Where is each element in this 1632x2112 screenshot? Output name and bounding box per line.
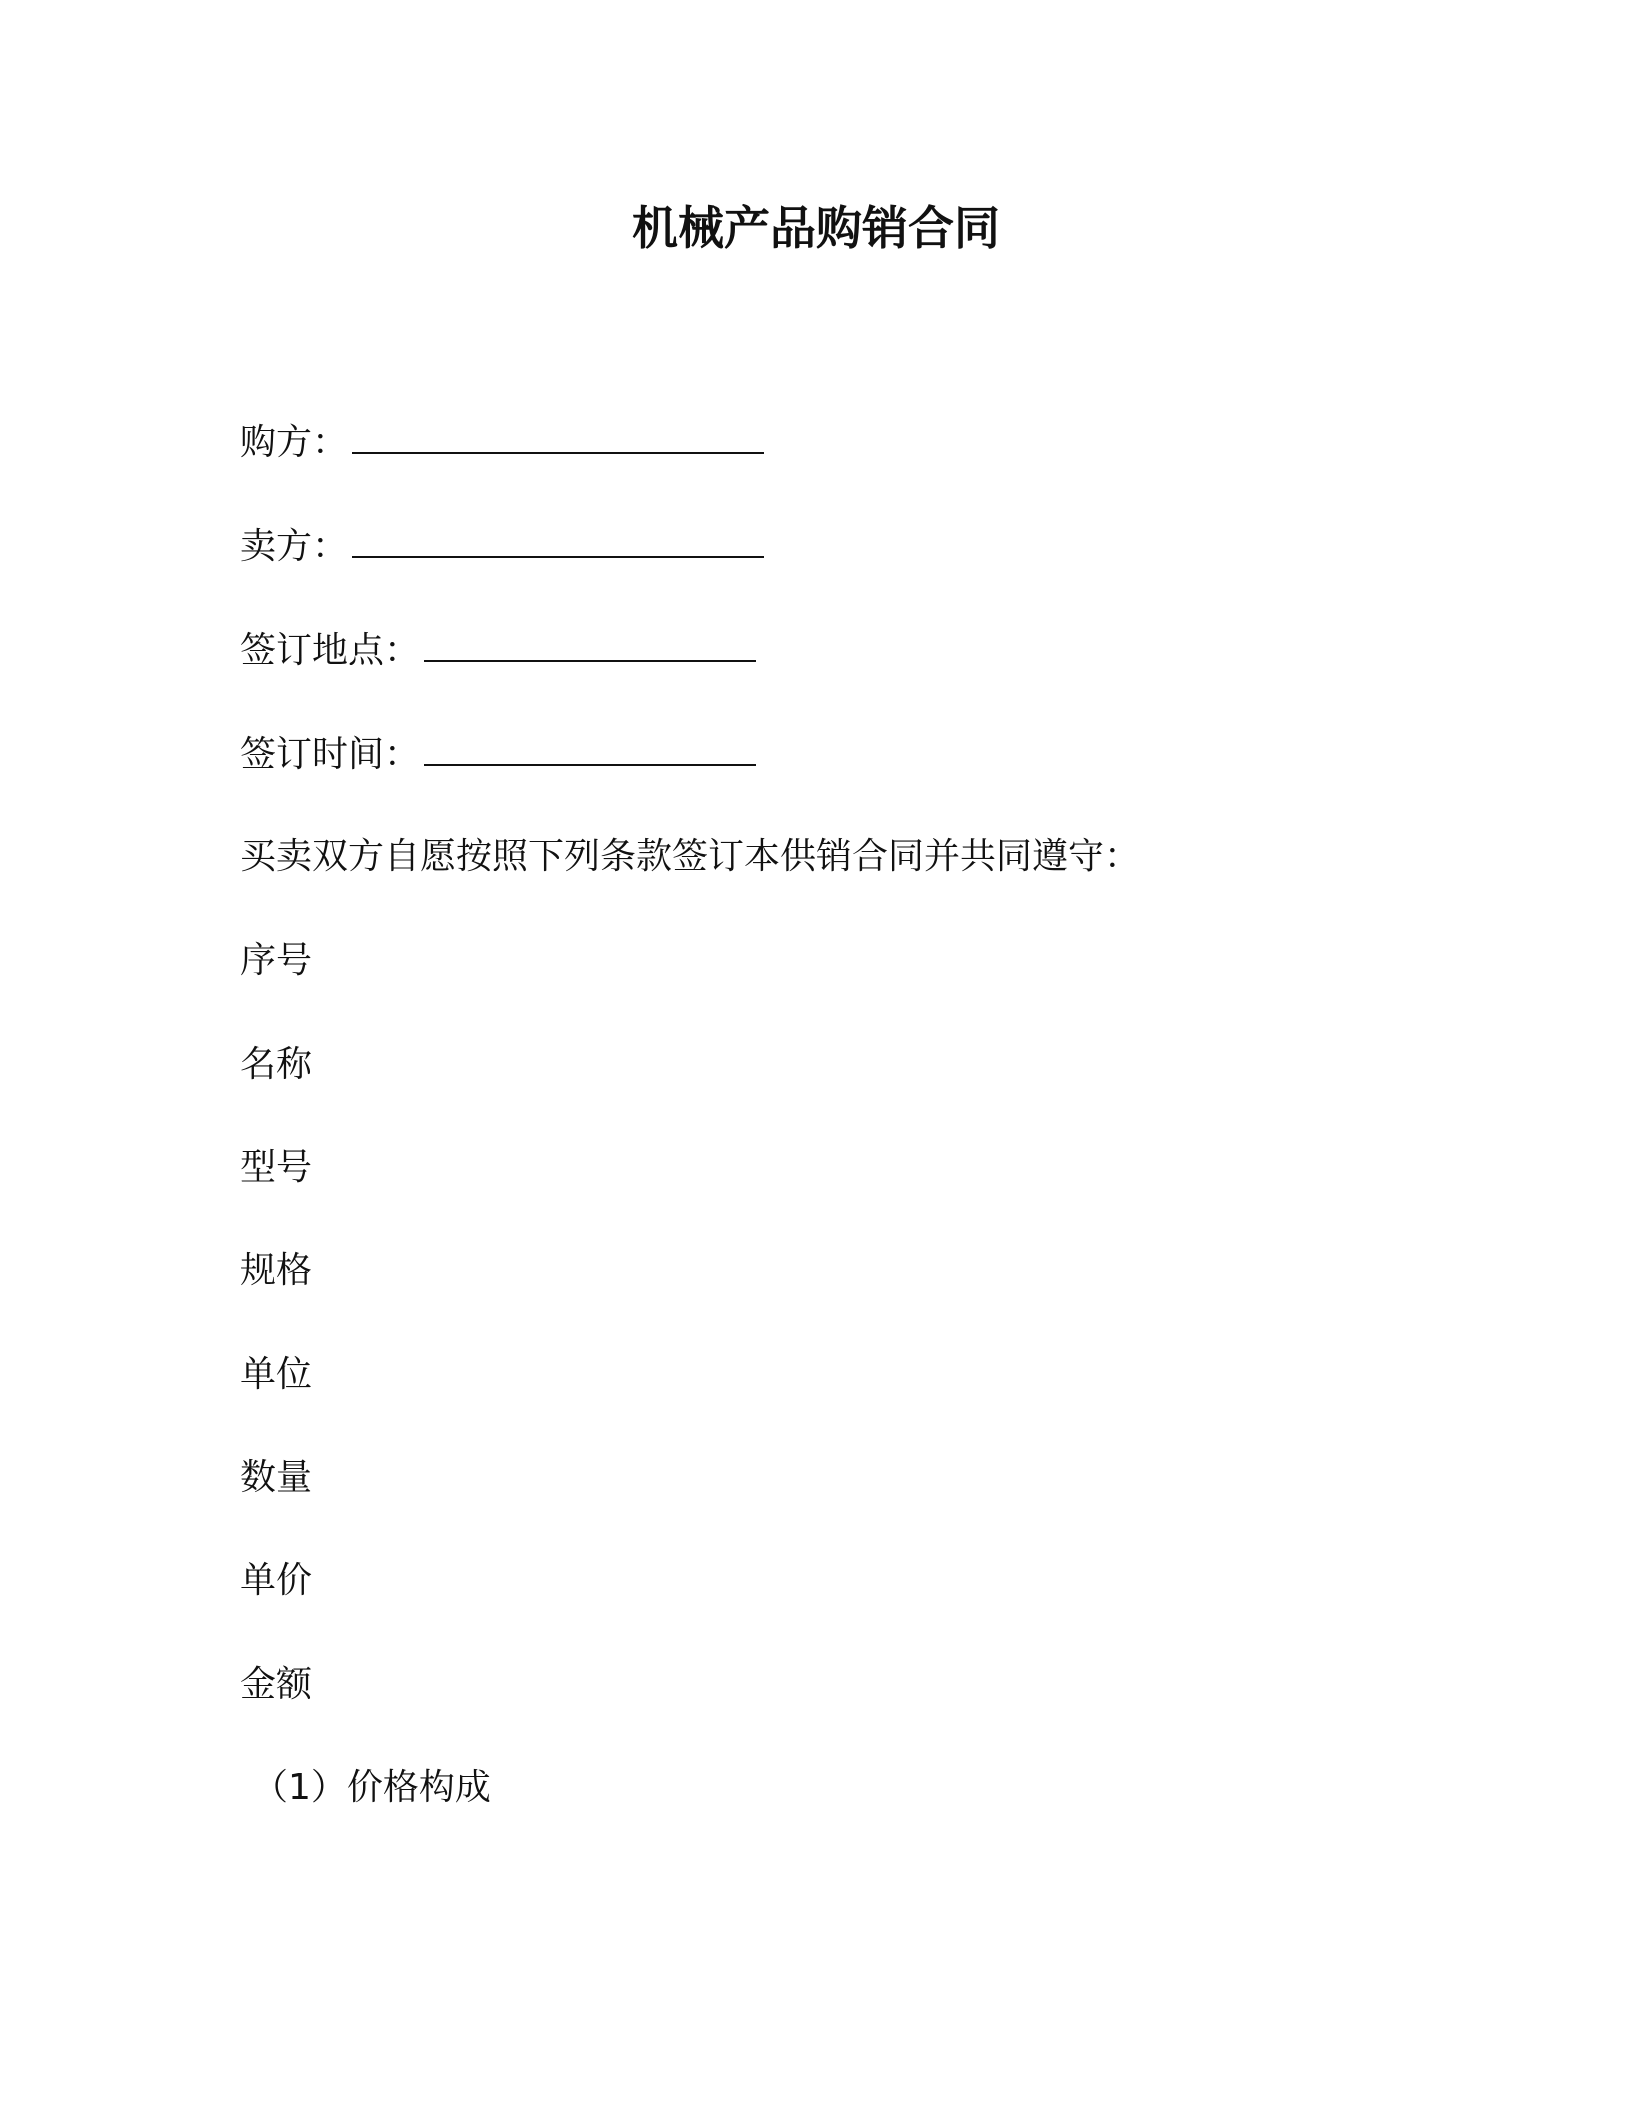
signing-place-blank-line[interactable] xyxy=(424,630,756,662)
column-serial-number: 序号 xyxy=(240,940,313,981)
buyer-label: 购方： xyxy=(240,422,349,463)
column-name: 名称 xyxy=(240,1044,313,1085)
signing-place-field xyxy=(240,626,756,676)
seller-label: 卖方： xyxy=(240,526,349,567)
column-model: 型号 xyxy=(240,1147,313,1188)
buyer-blank-line[interactable] xyxy=(352,422,764,454)
buyer-field xyxy=(240,418,764,468)
seller-field xyxy=(240,522,764,572)
signing-time-field xyxy=(240,730,756,780)
column-unit-price: 单价 xyxy=(240,1560,313,1601)
signing-place-label: 签订地点： xyxy=(240,630,421,671)
column-quantity: 数量 xyxy=(240,1457,313,1498)
column-unit: 单位 xyxy=(240,1354,313,1395)
intro-paragraph: 买卖双方自愿按照下列条款签订本供销合同并共同遵守： xyxy=(240,836,1141,877)
document-title: 机械产品购销合同 xyxy=(632,201,1000,255)
column-amount: 金额 xyxy=(240,1664,313,1705)
seller-blank-line[interactable] xyxy=(352,526,764,558)
signing-time-label: 签订时间： xyxy=(240,734,421,775)
section-price-composition: （1）价格构成 xyxy=(252,1767,491,1808)
signing-time-blank-line[interactable] xyxy=(424,734,756,766)
column-specification: 规格 xyxy=(240,1250,313,1291)
